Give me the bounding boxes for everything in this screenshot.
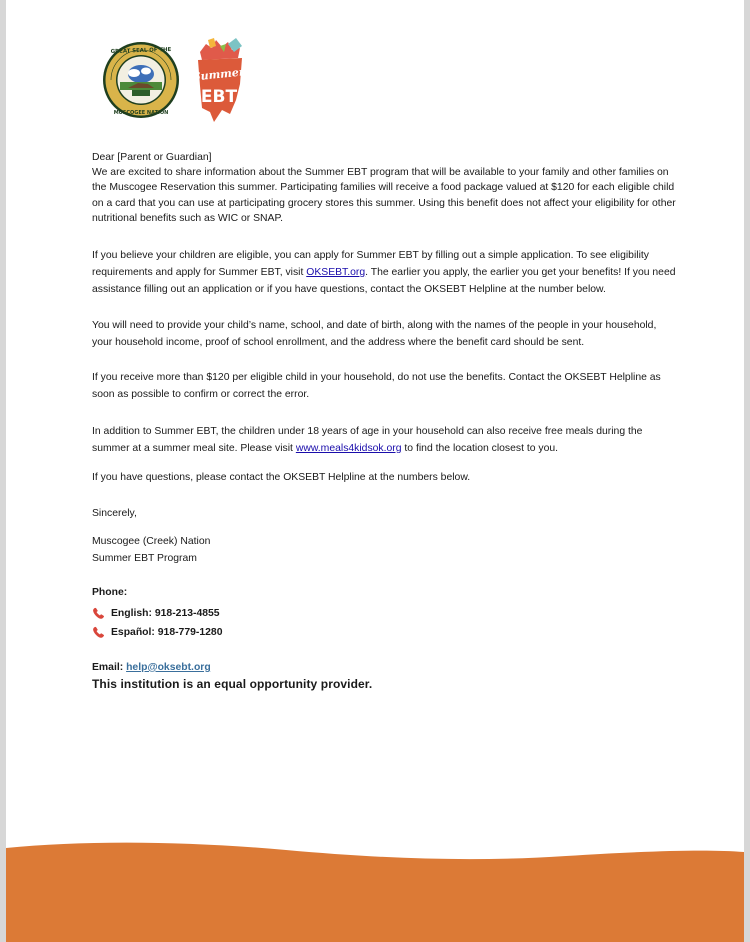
oksebt-link[interactable]: OKSEBT.org (306, 267, 366, 279)
svg-text:Summer: Summer (192, 65, 246, 84)
letter-body (92, 150, 676, 692)
footer-wave (6, 842, 744, 942)
phone-icon (92, 607, 105, 620)
summer-ebt-logo (190, 38, 248, 124)
svg-text:GREAT SEAL OF THE: GREAT SEAL OF THE (110, 46, 172, 56)
paragraph-free-meals (92, 423, 676, 457)
paragraph-questions: If you have questions, please contact the OKSEBT Helpline at the numbers below. (92, 472, 471, 484)
phone-label: Phone: (92, 587, 128, 599)
svg-text:MUSCOGEE NATION: MUSCOGEE NATION (113, 110, 169, 116)
email-label: Email: (92, 661, 127, 673)
letter-page (6, 0, 744, 942)
signature-organization: Muscogee (Creek) Nation (92, 536, 211, 548)
paragraph-apply-text-end: . The earlier you apply, the earlier you get your benefits! If you need assistance filling out an application or if you have questions, contact the OKSEBT Helpline at the number below. (92, 267, 676, 296)
signature-program: Summer EBT Program (92, 553, 197, 565)
greeting: Dear [Parent or Guardian] (92, 152, 212, 163)
email-row (92, 660, 676, 675)
paragraph-apply (92, 247, 676, 298)
closing: Sincerely, (92, 508, 137, 520)
paragraph-free-meals-text: In addition to Summer EBT, the children under 18 years of age in your household can also receive free meals during the summer at a summer meal site. Please visit (92, 426, 643, 455)
phone-english: English: 918-213-4855 (111, 607, 220, 619)
svg-text:EBT: EBT (200, 87, 238, 107)
signature-block (92, 533, 676, 567)
paragraph-apply-text: If you believe your children are eligible, you can apply for Summer EBT by filling out a simple application. To see eligibility requirements and apply for Summer EBT, visit (92, 250, 649, 279)
phone-english-row[interactable] (92, 604, 676, 623)
paragraph-program-info: We are excited to share information about the Summer EBT program that will be available to your family and other families on the Muscogee Reservation this summer. Participating families will receive a food package valued at $120 for each eligible child on a card that you can use at participating grocery stores this summer. Using this benefit does not affect your eligibility for other nutritional benefits such as WIC or SNAP. (92, 167, 676, 224)
paragraph-free-meals-text-end: to find the location closest to you. (401, 443, 559, 455)
equal-opportunity-statement: This institution is an equal opportunity provider. (92, 676, 373, 691)
meals4kidsok-link[interactable]: www.meals4kidsok.org (295, 443, 402, 455)
paragraph-overpayment: If you receive more than $120 per eligible child in your household, do not use the benefits. Contact the OKSEBT Helpline as soon as possible to confirm or correct the error. (92, 372, 661, 401)
header-logos (102, 38, 262, 128)
phone-espanol-row[interactable] (92, 623, 676, 642)
phone-icon (92, 626, 105, 639)
paragraph-requirements: You will need to provide your child’s name, school, and date of birth, along with the names of the people in your household, your household income, proof of school enrollment, and the address where the benefit card should be sent. (92, 320, 657, 349)
phone-espanol: Español: 918-779-1280 (111, 626, 223, 638)
email-link[interactable]: help@oksebt.org (126, 661, 211, 673)
muscogee-nation-seal (102, 41, 180, 119)
